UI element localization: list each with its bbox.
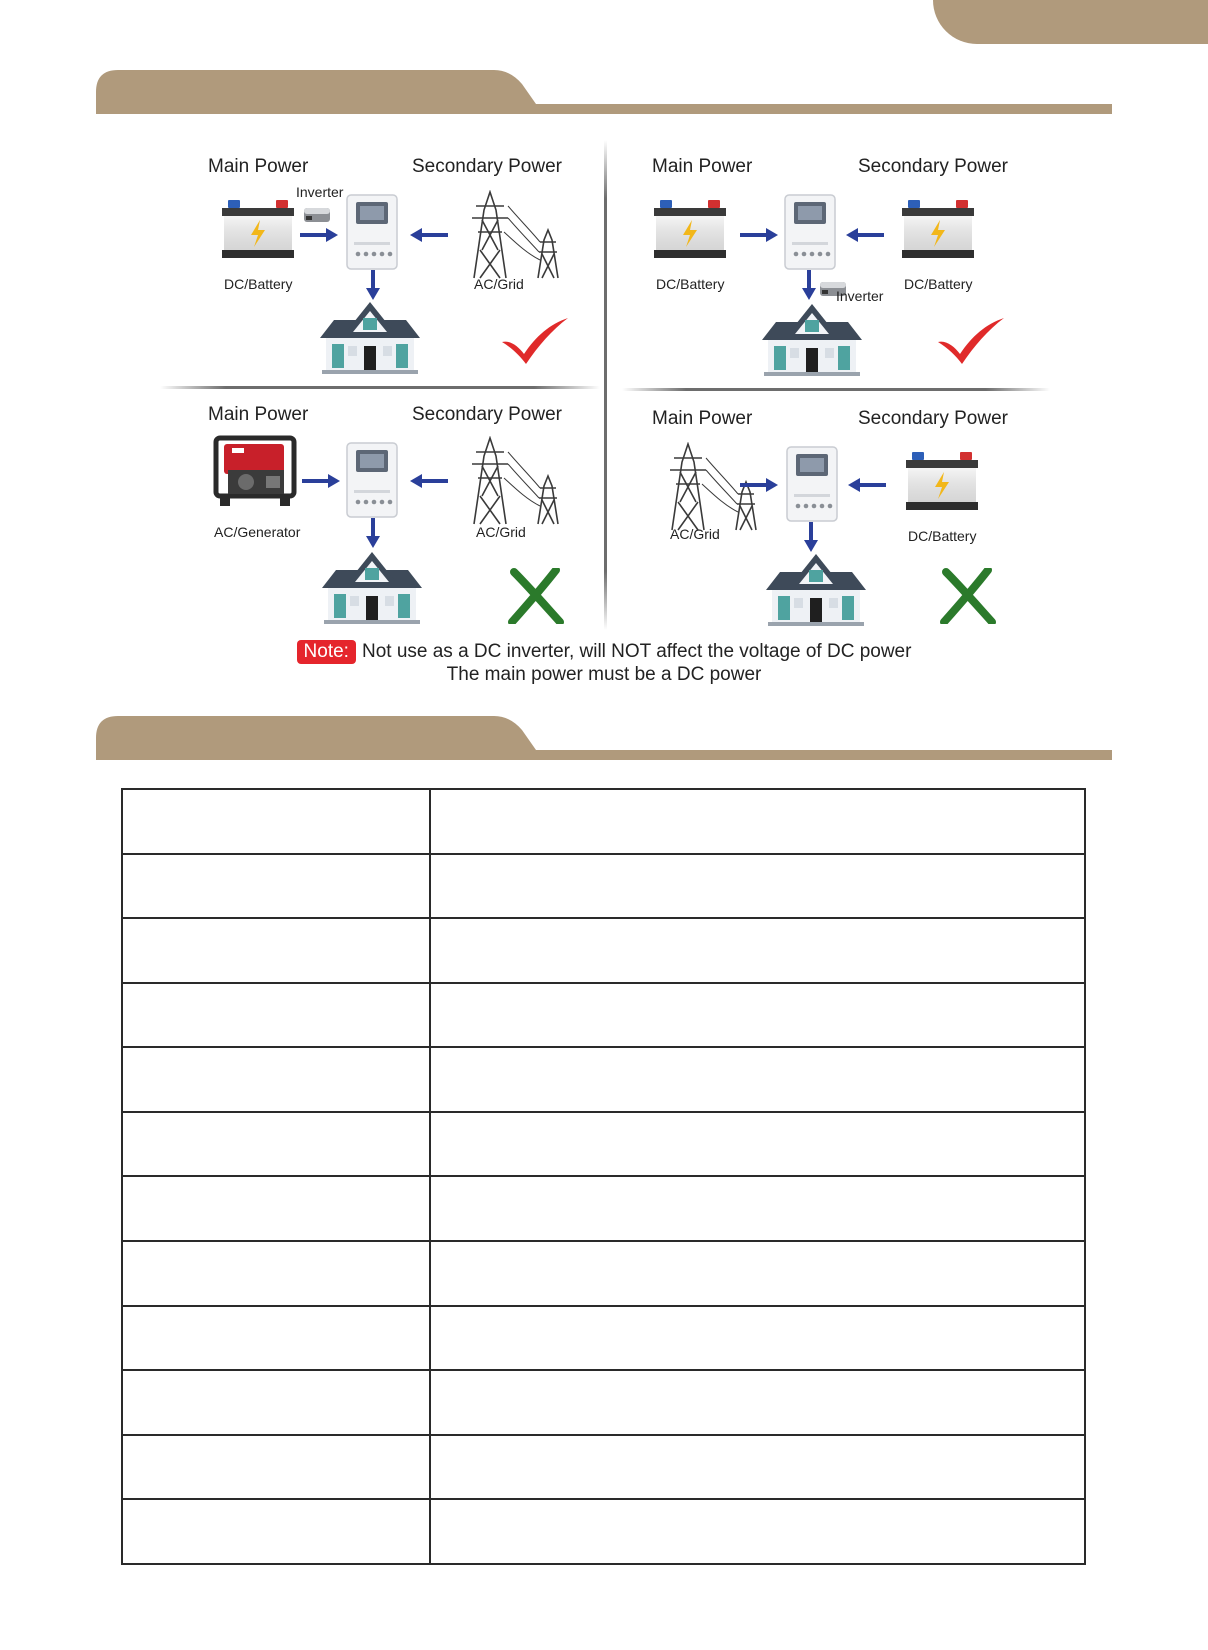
spec-value-cell — [430, 1047, 1085, 1112]
note-text-1: Not use as a DC inverter, will NOT affect the voltage of DC power — [361, 641, 912, 662]
spec-label-cell — [122, 1112, 430, 1177]
note-badge: Note: — [297, 640, 356, 664]
arrow-left-icon — [410, 228, 448, 242]
inverter-icon — [302, 204, 332, 224]
right-source-label: AC/Grid — [476, 524, 526, 540]
table-row — [122, 1112, 1085, 1177]
secondary-power-label: Secondary Power — [412, 404, 562, 425]
power-tower-icon — [460, 436, 560, 526]
quadrant-dc-battery-dc-battery — [606, 140, 1050, 380]
arrow-right-icon — [300, 228, 338, 242]
house-icon — [766, 552, 866, 626]
main-power-label: Main Power — [652, 156, 753, 177]
spec-value-cell — [430, 854, 1085, 919]
spec-label-cell — [122, 1176, 430, 1241]
table-row — [122, 1306, 1085, 1371]
secondary-power-label: Secondary Power — [858, 408, 1008, 429]
horizontal-divider-left — [160, 386, 600, 389]
secondary-power-label: Secondary Power — [412, 156, 562, 177]
table-row — [122, 1435, 1085, 1500]
inverter-label: Inverter — [296, 184, 344, 200]
cross-icon — [508, 568, 564, 624]
note-line-1 — [0, 640, 1208, 664]
transfer-switch-device-icon — [786, 446, 838, 522]
spec-label-cell — [122, 983, 430, 1048]
spec-value-cell — [430, 1370, 1085, 1435]
table-row — [122, 1176, 1085, 1241]
arrow-down-icon — [366, 518, 380, 548]
table-row — [122, 789, 1085, 854]
spec-value-cell — [430, 983, 1085, 1048]
left-source-label: DC/Battery — [224, 276, 293, 292]
house-icon — [322, 550, 422, 624]
house-icon — [762, 302, 862, 376]
secondary-power-label: Secondary Power — [858, 156, 1008, 177]
check-icon — [936, 316, 1006, 366]
spec-label-cell — [122, 789, 430, 854]
battery-icon — [222, 200, 294, 260]
table-row — [122, 854, 1085, 919]
spec-value-cell — [430, 1306, 1085, 1371]
arrow-down-icon — [366, 270, 380, 300]
spec-label-cell — [122, 1370, 430, 1435]
table-row — [122, 1241, 1085, 1306]
right-source-label: AC/Grid — [474, 276, 524, 292]
table-row — [122, 1499, 1085, 1564]
spec-value-cell — [430, 789, 1085, 854]
arrow-right-icon — [740, 478, 778, 492]
check-icon — [500, 316, 570, 366]
power-tower-icon — [460, 190, 560, 280]
battery-icon — [654, 200, 726, 260]
spec-label-cell — [122, 1435, 430, 1500]
arrow-down-icon — [802, 270, 816, 300]
main-power-label: Main Power — [208, 156, 309, 177]
inverter-label: Inverter — [836, 288, 884, 304]
spec-label-cell — [122, 1306, 430, 1371]
power-connection-diagrams — [160, 140, 1050, 630]
spec-label-cell — [122, 1047, 430, 1112]
section-header-band — [96, 70, 1112, 114]
cross-icon — [940, 568, 996, 624]
transfer-switch-device-icon — [346, 442, 398, 518]
right-source-label: DC/Battery — [908, 528, 977, 544]
arrow-left-icon — [848, 478, 886, 492]
battery-icon — [906, 452, 978, 512]
spec-value-cell — [430, 1176, 1085, 1241]
specification-table — [121, 788, 1086, 1565]
main-power-label: Main Power — [652, 408, 753, 429]
spec-label-cell — [122, 1499, 430, 1564]
left-source-label: AC/Grid — [670, 526, 720, 542]
generator-icon — [210, 430, 300, 510]
spec-value-cell — [430, 1241, 1085, 1306]
main-power-label: Main Power — [208, 404, 309, 425]
spec-value-cell — [430, 918, 1085, 983]
spec-label-cell — [122, 1241, 430, 1306]
table-row — [122, 918, 1085, 983]
quadrant-ac-grid-dc-battery — [606, 390, 1050, 630]
arrow-right-icon — [302, 474, 340, 488]
table-row — [122, 983, 1085, 1048]
right-source-label: DC/Battery — [904, 276, 973, 292]
spec-value-cell — [430, 1112, 1085, 1177]
transfer-switch-device-icon — [346, 194, 398, 270]
arrow-left-icon — [846, 228, 884, 242]
transfer-switch-device-icon — [784, 194, 836, 270]
quadrant-dc-battery-ac-grid — [160, 140, 604, 380]
note-line-2: The main power must be a DC power — [446, 664, 762, 685]
quadrant-ac-generator-ac-grid — [160, 390, 604, 630]
left-source-label: AC/Generator — [214, 524, 301, 540]
arrow-down-icon — [804, 522, 818, 552]
spec-label-cell — [122, 854, 430, 919]
spec-value-cell — [430, 1499, 1085, 1564]
spec-value-cell — [430, 1435, 1085, 1500]
table-row — [122, 1047, 1085, 1112]
arrow-left-icon — [410, 474, 448, 488]
battery-icon — [902, 200, 974, 260]
arrow-right-icon — [740, 228, 778, 242]
left-source-label: DC/Battery — [656, 276, 725, 292]
house-icon — [320, 300, 420, 374]
corner-tab — [933, 0, 1208, 44]
spec-label-cell — [122, 918, 430, 983]
section-header-band — [96, 716, 1112, 760]
table-row — [122, 1370, 1085, 1435]
